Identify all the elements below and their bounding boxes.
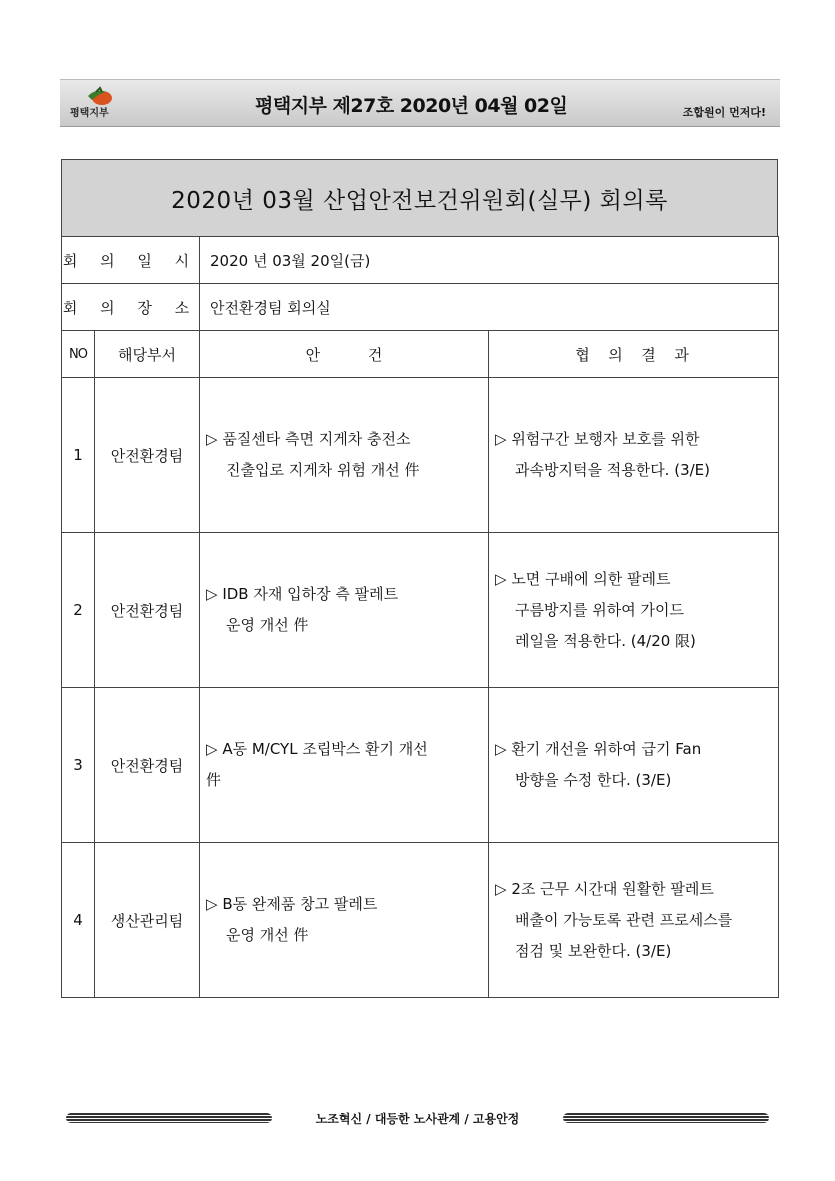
agenda-line: ▷ A동 M/CYL 조립박스 환기 개선	[206, 740, 428, 758]
footer-slogan: 노조혁신 / 대등한 노사관계 / 고용안정	[315, 1112, 520, 1126]
row-result	[489, 688, 779, 843]
row-agenda	[200, 688, 489, 843]
row-dept: 생산관리팀	[95, 843, 200, 998]
place-value: 안전환경팀 회의실	[200, 284, 779, 331]
issue-info: 평택지부 제27호 2020년 04월 02일	[255, 95, 568, 117]
agenda-line: ▷ 품질센타 측면 지게차 충전소	[206, 430, 411, 448]
place-label: 회 의 장 소	[62, 284, 200, 331]
result-line: ▷ 환기 개선을 위하여 급기 Fan	[495, 740, 702, 758]
result-line: ▷ 위험구간 보행자 보호를 위한	[495, 430, 700, 448]
document-title: 2020년 03월 산업안전보건위원회(실무) 회의록	[171, 187, 668, 214]
table-row	[62, 688, 779, 843]
table-row	[62, 378, 779, 533]
agenda-line: ▷ B동 완제품 창고 팔레트	[206, 895, 378, 913]
result-line: ▷ 2조 근무 시간대 원활한 팔레트	[495, 879, 714, 898]
row-dept: 안전환경팀	[95, 688, 200, 843]
date-value: 2020 년 03월 20일(금)	[200, 237, 779, 284]
result-line: 배출이 가능토록 관련 프로세스를	[515, 910, 733, 929]
col-result: 협 의 결 과	[489, 331, 779, 378]
agenda-line: 운영 개선 件	[226, 616, 309, 634]
row-dept: 안전환경팀	[95, 533, 200, 688]
table-row	[62, 843, 779, 998]
col-no: NO	[62, 331, 95, 378]
agenda-line: 件	[206, 771, 222, 789]
row-result	[489, 378, 779, 533]
header-slogan: 조합원이 먼저다!	[682, 106, 766, 119]
row-no: 3	[62, 688, 95, 843]
col-agenda: 안 건	[200, 331, 489, 378]
union-logo	[66, 86, 126, 120]
row-agenda	[200, 533, 489, 688]
footer-rule-left	[66, 1113, 272, 1123]
col-dept: 해당부서	[95, 331, 200, 378]
document-title-box	[61, 159, 778, 237]
footer-slogan-bar	[66, 1108, 769, 1130]
row-no: 4	[62, 843, 95, 998]
row-result	[489, 533, 779, 688]
newsletter-banner	[60, 79, 780, 127]
row-dept: 안전환경팀	[95, 378, 200, 533]
result-line: ▷ 노면 구배에 의한 팔레트	[495, 569, 671, 588]
result-line: 구름방지를 위하여 가이드	[515, 600, 684, 619]
result-line: 점검 및 보완한다. (3/E)	[515, 941, 672, 960]
date-label: 회 의 일 시	[62, 237, 200, 284]
column-header-row	[62, 331, 779, 378]
row-agenda	[200, 843, 489, 998]
row-no: 2	[62, 533, 95, 688]
footer-rule-right	[563, 1113, 769, 1123]
agenda-line: ▷ IDB 자재 입하장 측 팔레트	[206, 585, 399, 603]
result-line: 과속방지턱을 적용한다. (3/E)	[515, 461, 710, 479]
date-row	[62, 237, 779, 284]
agenda-line: 진출입로 지게차 위험 개선 件	[226, 461, 420, 479]
row-result	[489, 843, 779, 998]
result-line: 방향을 수정 한다. (3/E)	[515, 771, 672, 789]
row-agenda	[200, 378, 489, 533]
place-row	[62, 284, 779, 331]
svg-text:평택지부: 평택지부	[70, 108, 109, 119]
table-row	[62, 533, 779, 688]
row-no: 1	[62, 378, 95, 533]
minutes-table	[61, 236, 779, 998]
agenda-line: 운영 개선 件	[226, 926, 309, 944]
result-line: 레일을 적용한다. (4/20 限)	[515, 631, 696, 650]
